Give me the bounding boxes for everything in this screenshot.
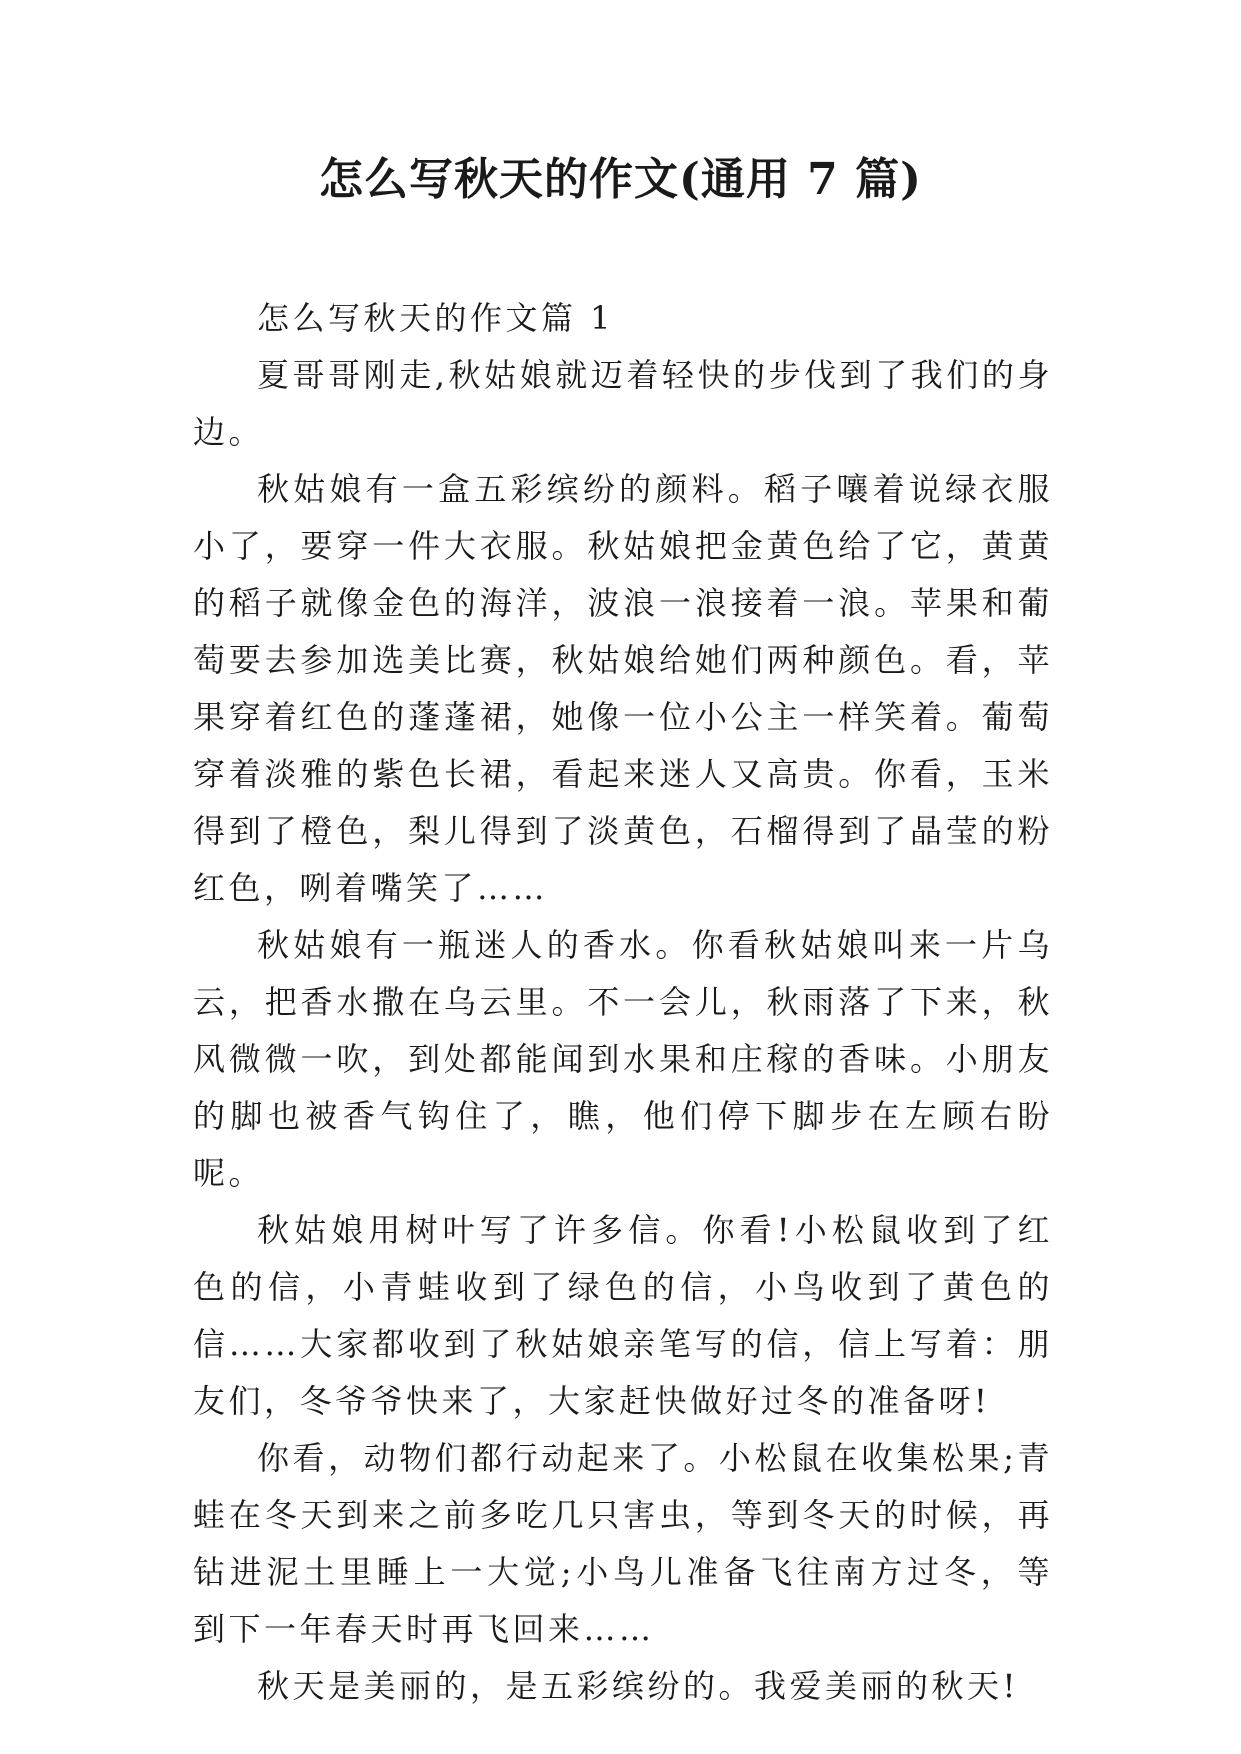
paragraph: 夏哥哥刚走,秋姑娘就迈着轻快的步伐到了我们的身边。	[193, 356, 1053, 451]
paragraph: 你看，动物们都行动起来了。小松鼠在收集松果;青蛙在冬天到来之前多吃几只害虫，等到冬天的时候，再钻进泥土里睡上一大觉;小鸟儿准备飞往南方过冬，等到下一年春天时再飞回来……	[193, 1439, 1053, 1648]
document-body	[193, 290, 1053, 1715]
paragraph: 秋姑娘用树叶写了许多信。你看!小松鼠收到了红色的信，小青蛙收到了绿色的信，小鸟收到了黄色的信……大家都收到了秋姑娘亲笔写的信，信上写着：朋友们，冬爷爷快来了，大家赶快做好过冬的准备呀!	[193, 1211, 1053, 1420]
document-title: 怎么写秋天的作文(通用 7 篇)	[319, 154, 922, 205]
paragraph: 秋姑娘有一瓶迷人的香水。你看秋姑娘叫来一片乌云，把香水撒在乌云里。不一会儿，秋雨落了下来，秋风微微一吹，到处都能闻到水果和庄稼的香味。小朋友的脚也被香气钩住了，瞧，他们停下脚步在左顾右盼呢。	[193, 926, 1053, 1192]
paragraph: 秋天是美丽的，是五彩缤纷的。我爱美丽的秋天!	[257, 1667, 1019, 1705]
section-heading: 怎么写秋天的作文篇 1	[257, 299, 615, 337]
paragraph: 秋姑娘有一盒五彩缤纷的颜料。稻子嚷着说绿衣服小了，要穿一件大衣服。秋姑娘把金黄色给了它，黄黄的稻子就像金色的海洋，波浪一浪接着一浪。苹果和葡萄要去参加选美比赛，秋姑娘给她们两种颜色。看，苹果穿着红色的蓬蓬裙，她像一位小公主一样笑着。葡萄穿着淡雅的紫色长裙，看起来迷人又高贵。你看，玉米得到了橙色，梨儿得到了淡黄色，石榴得到了晶莹的粉红色，咧着嘴笑了……	[193, 470, 1053, 907]
